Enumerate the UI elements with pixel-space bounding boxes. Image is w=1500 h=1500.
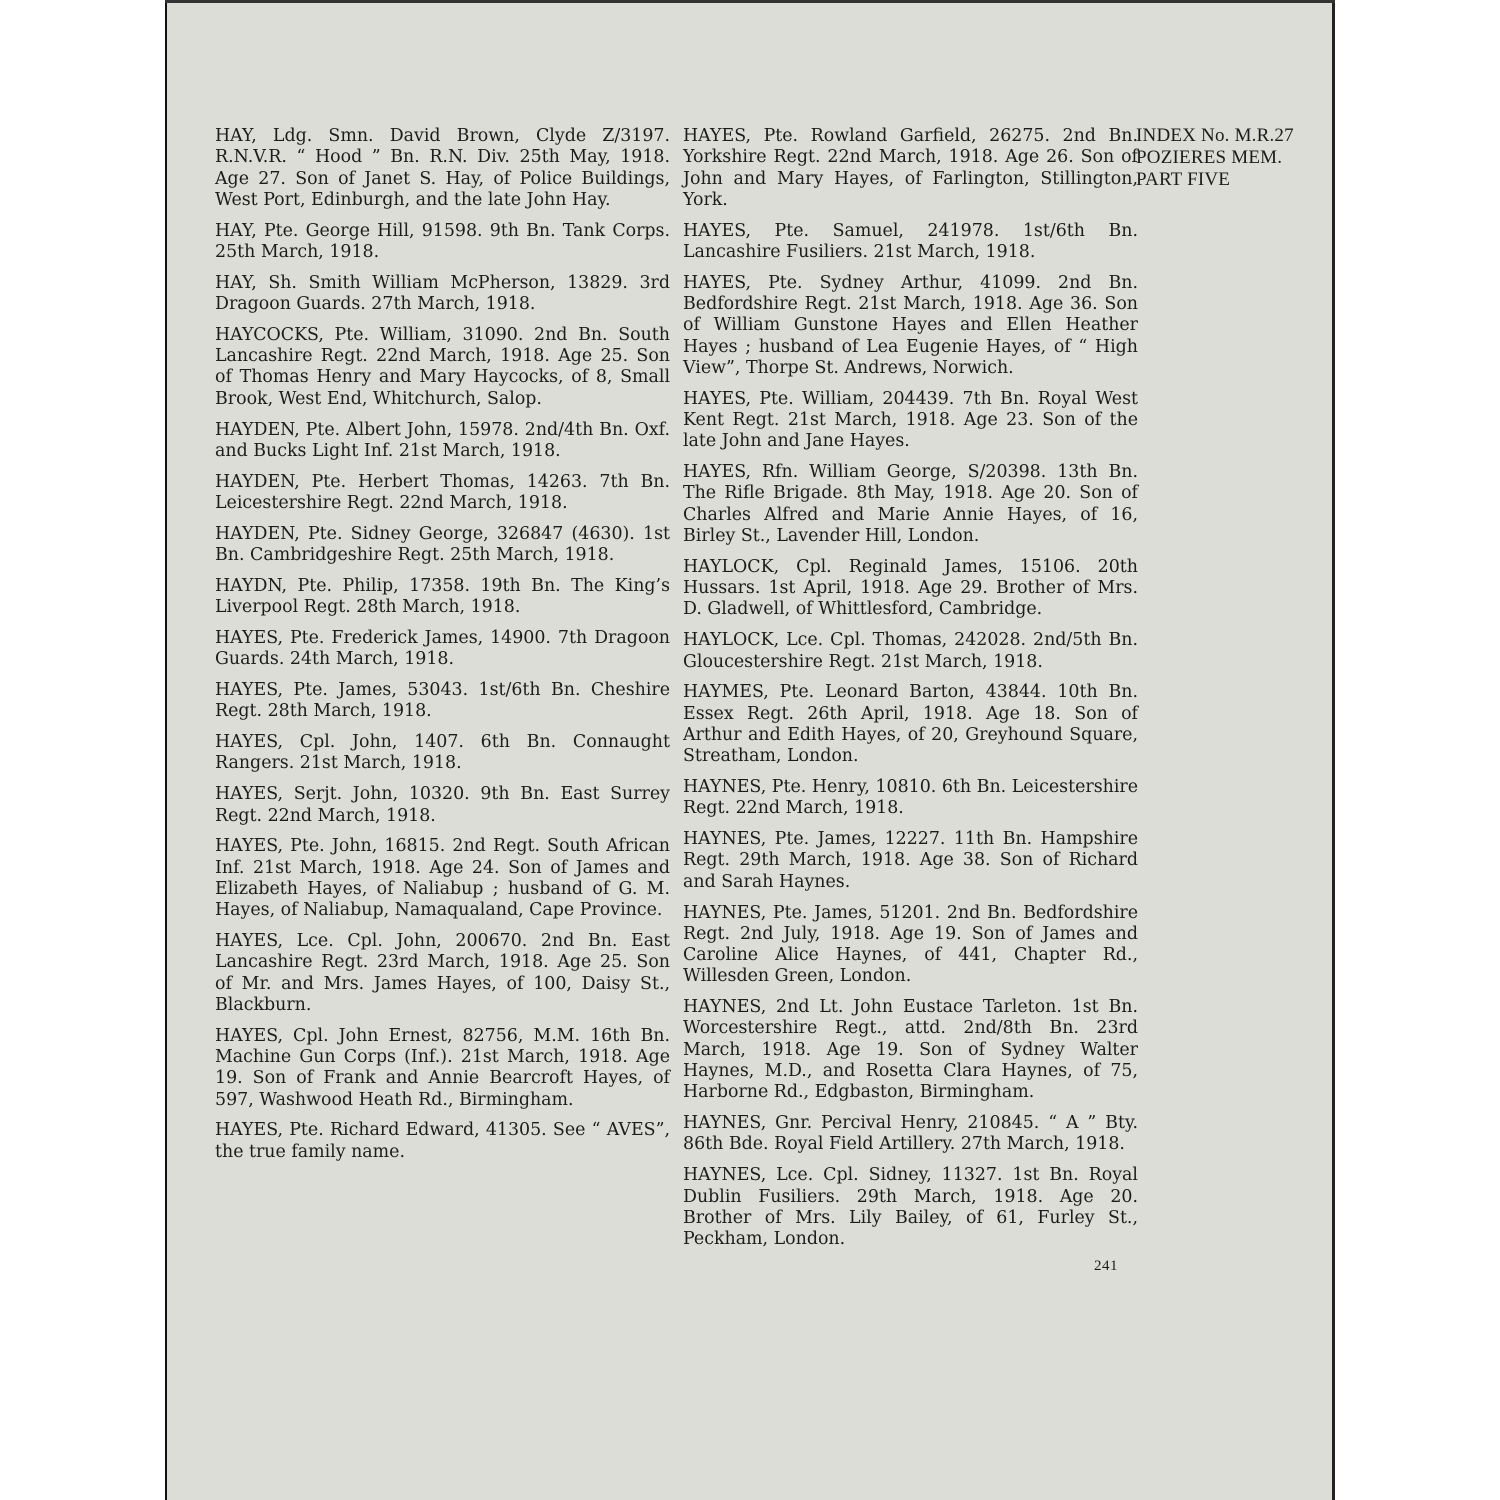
roll-entry: HAYES, Pte. Samuel, 241978. 1st/6th Bn. Lancashire Fusiliers. 21st March, 1918. xyxy=(683,220,1138,262)
roll-entry: HAYES, Cpl. John Ernest, 82756, M.M. 16th Bn. Machine Gun Corps (Inf.). 21st March, 1918. Age 19. Son of Frank and Annie Bearcroft Hayes, of 597, Washwood Heath Rd., Birmingham. xyxy=(215,1025,670,1110)
roll-entry: HAYNES, Lce. Cpl. Sidney, 11327. 1st Bn. Royal Dublin Fusiliers. 29th March, 1918. Age 20. Brother of Mrs. Lily Bailey, of 61, Furley St., Peckham, London. xyxy=(683,1165,1138,1250)
roll-entry: HAYES, Pte. John, 16815. 2nd Regt. South African Inf. 21st March, 1918. Age 24. Son of James and Elizabeth Hayes, of Naliabup ; husband of G. M. Hayes, of Naliabup, Namaqualand, Cape Province. xyxy=(215,836,670,921)
index-number: INDEX No. M.R.27 xyxy=(1136,125,1294,146)
roll-entry: HAYES, Rfn. William George, S/20398. 13th Bn. The Rifle Brigade. 8th May, 1918. Age 20. Son of Charles Alfred and Marie Annie Hayes, of 16, Birley St., Lavender Hill, London. xyxy=(683,462,1138,547)
roll-entry: HAY, Pte. George Hill, 91598. 9th Bn. Tank Corps. 25th March, 1918. xyxy=(215,220,670,262)
roll-entry: HAY, Ldg. Smn. David Brown, Clyde Z/3197. R.N.V.R. “ Hood ” Bn. R.N. Div. 25th May, 1918. Age 27. Son of Janet S. Hay, of Police Buildings, West Port, Edinburgh, and the late John Hay. xyxy=(215,126,670,210)
roll-entry: HAYNES, 2nd Lt. John Eustace Tarleton. 1st Bn. Worcestershire Regt., attd. 2nd/8th Bn. 23rd March, 1918. Age 19. Son of Sydney Walter Haynes, M.D., and Rosetta Clara Haynes, of 75, Harborne Rd., Edgbaston, Birmingham. xyxy=(683,997,1138,1103)
roll-entry: HAYMES, Pte. Leonard Barton, 43844. 10th Bn. Essex Regt. 26th April, 1918. Age 18. Son of Arthur and Edith Hayes, of 20, Greyhound Square, Streatham, London. xyxy=(683,682,1138,767)
roll-entry: HAYES, Cpl. John, 1407. 6th Bn. Connaught Rangers. 21st March, 1918. xyxy=(215,732,670,774)
roll-entry: HAYES, Pte. James, 53043. 1st/6th Bn. Cheshire Regt. 28th March, 1918. xyxy=(215,680,670,722)
roll-entry: HAYDN, Pte. Philip, 17358. 19th Bn. The King’s Liverpool Regt. 28th March, 1918. xyxy=(215,575,670,618)
page-top-edge xyxy=(165,0,1335,3)
roll-entry: HAYDEN, Pte. Albert John, 15978. 2nd/4th Bn. Oxf. and Bucks Light Inf. 21st March, 1918. xyxy=(215,419,670,461)
right-column xyxy=(683,126,1138,1260)
index-header xyxy=(1136,125,1326,191)
roll-entry: HAYNES, Pte. James, 12227. 11th Bn. Hampshire Regt. 29th March, 1918. Age 38. Son of Richard and Sarah Haynes. xyxy=(683,829,1138,892)
roll-entry: HAY, Sh. Smith William McPherson, 13829. 3rd Dragoon Guards. 27th March, 1918. xyxy=(215,272,670,315)
roll-entry: HAYNES, Pte. James, 51201. 2nd Bn. Bedfordshire Regt. 2nd July, 1918. Age 19. Son of James and Caroline Alice Haynes, of 441, Chapter Rd., Willesden Green, London. xyxy=(683,902,1138,987)
roll-entry: HAYES, Pte. Rowland Garfield, 26275. 2nd Bn. Yorkshire Regt. 22nd March, 1918. Age 26. Son of John and Mary Hayes, of Farlington, Stillington, York. xyxy=(683,126,1138,210)
roll-entry: HAYNES, Pte. Henry, 10810. 6th Bn. Leicestershire Regt. 22nd March, 1918. xyxy=(683,777,1138,819)
roll-entry: HAYES, Serjt. John, 10320. 9th Bn. East Surrey Regt. 22nd March, 1918. xyxy=(215,784,670,826)
page-number: 241 xyxy=(1094,1258,1118,1274)
roll-entry: HAYCOCKS, Pte. William, 31090. 2nd Bn. South Lancashire Regt. 22nd March, 1918. Age 25. Son of Thomas Henry and Mary Haycocks, of 8, Small Brook, West End, Whitchurch, Salop. xyxy=(215,324,670,409)
roll-entry: HAYNES, Gnr. Percival Henry, 210845. “ A ” Bty. 86th Bde. Royal Field Artillery. 27th March, 1918. xyxy=(683,1113,1138,1155)
roll-entry: HAYES, Lce. Cpl. John, 200670. 2nd Bn. East Lancashire Regt. 23rd March, 1918. Age 25. Son of Mr. and Mrs. James Hayes, of 100, Daisy St., Blackburn. xyxy=(215,931,670,1015)
roll-entry: HAYES, Pte. Sydney Arthur, 41099. 2nd Bn. Bedfordshire Regt. 21st March, 1918. Age 36. Son of William Gunstone Hayes and Ellen Heather Hayes ; husband of Lea Eugenie Hayes, of “ High View”, Thorpe St. Andrews, Norwich. xyxy=(683,272,1138,378)
memorial-name: POZIERES MEM. xyxy=(1136,147,1283,168)
roll-entry: HAYLOCK, Cpl. Reginald James, 15106. 20th Hussars. 1st April, 1918. Age 29. Brother of Mrs. D. Gladwell, of Whittlesford, Cambridge. xyxy=(683,556,1138,620)
roll-entry: HAYDEN, Pte. Herbert Thomas, 14263. 7th Bn. Leicestershire Regt. 22nd March, 1918. xyxy=(215,471,670,513)
part-label: PART FIVE xyxy=(1136,169,1231,190)
roll-entry: HAYES, Pte. Frederick James, 14900. 7th Dragoon Guards. 24th March, 1918. xyxy=(215,627,670,670)
left-column xyxy=(215,126,670,1172)
roll-entry: HAYLOCK, Lce. Cpl. Thomas, 242028. 2nd/5th Bn. Gloucestershire Regt. 21st March, 1918. xyxy=(683,630,1138,672)
roll-entry: HAYES, Pte. William, 204439. 7th Bn. Royal West Kent Regt. 21st March, 1918. Age 23. Son of the late John and Jane Hayes. xyxy=(683,388,1138,452)
roll-entry: HAYES, Pte. Richard Edward, 41305. See “ AVES”, the true family name. xyxy=(215,1120,670,1162)
roll-entry: HAYDEN, Pte. Sidney George, 326847 (4630). 1st Bn. Cambridgeshire Regt. 25th March, 1918. xyxy=(215,523,670,566)
